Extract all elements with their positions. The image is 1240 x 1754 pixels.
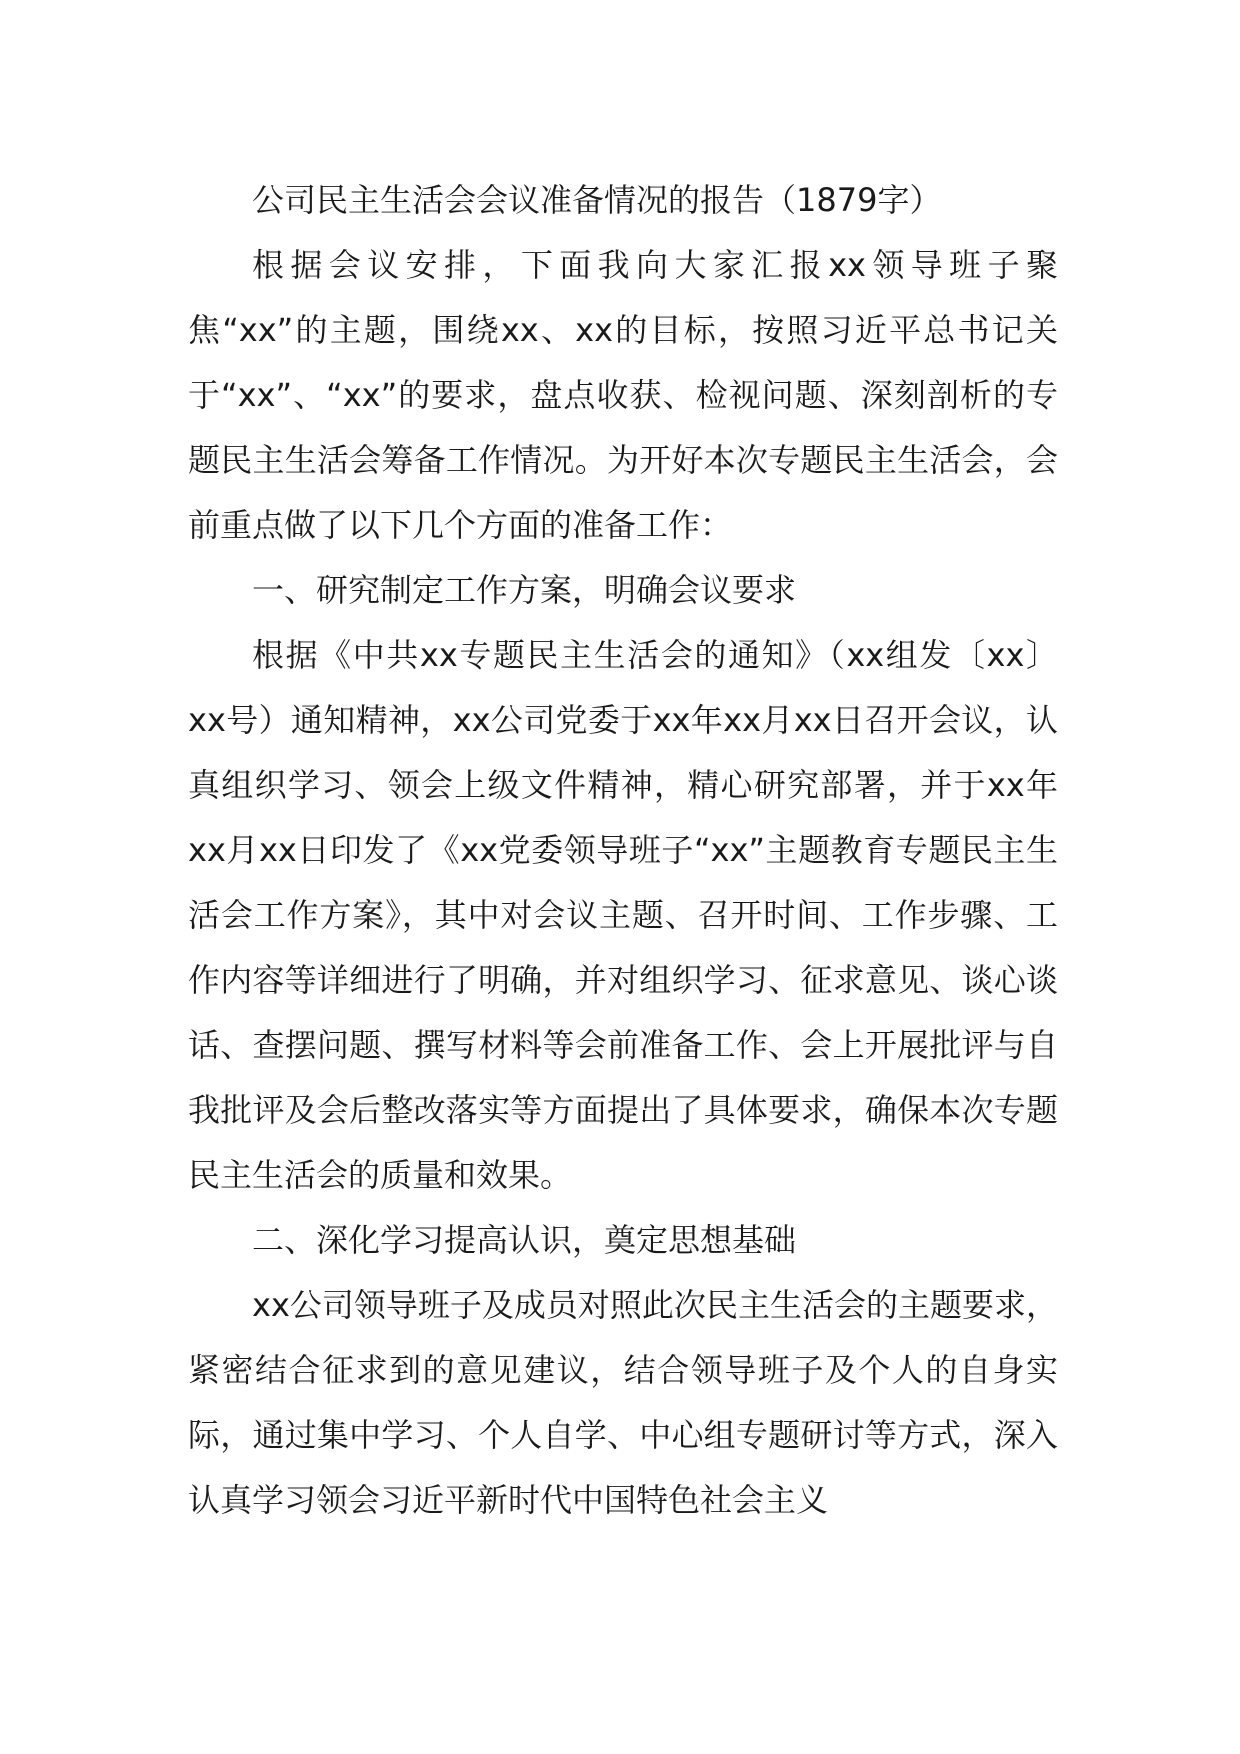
section-heading-1: 一、研究制定工作方案，明确会议要求 [252, 571, 797, 609]
section-1-paragraph: 根据《中共xx专题民主生活会的通知》（xx组发〔xx〕xx号）通知精神，xx公司党委于xx年xx月xx日召开会议，认真组织学习、领会上级文件精神，精心研究部署，并于xx年xx月xx日印发了《xx党委领导班子“xx”主题教育专题民主生活会工作方案》，其中对会议主题、召开时间、工作步骤、工作内容等详细进行了明确，并对组织学习、征求意见、谈心谈话、查摆问题、撰写材料等会前准备工作、会上开展批评与自我批评及会后整改落实等方面提出了具体要求，确保本次专题民主生活会的质量和效果。 [188, 636, 1058, 1194]
document-title: 公司民主生活会会议准备情况的报告（1879字） [252, 181, 942, 219]
document-body [188, 168, 1058, 1533]
intro-paragraph: 根据会议安排，下面我向大家汇报xx领导班子聚焦“xx”的主题，围绕xx、xx的目标，按照习近平总书记关于“xx”、“xx”的要求，盘点收获、检视问题、深刻剖析的专题民主生活会筹备工作情况。为开好本次专题民主生活会，会前重点做了以下几个方面的准备工作： [188, 246, 1058, 544]
section-2-paragraph: xx公司领导班子及成员对照此次民主生活会的主题要求，紧密结合征求到的意见建议，结合领导班子及个人的自身实际，通过集中学习、个人自学、中心组专题研讨等方式，深入认真学习领会习近平新时代中国特色社会主义 [188, 1286, 1058, 1519]
section-heading-2: 二、深化学习提高认识，奠定思想基础 [252, 1221, 797, 1259]
